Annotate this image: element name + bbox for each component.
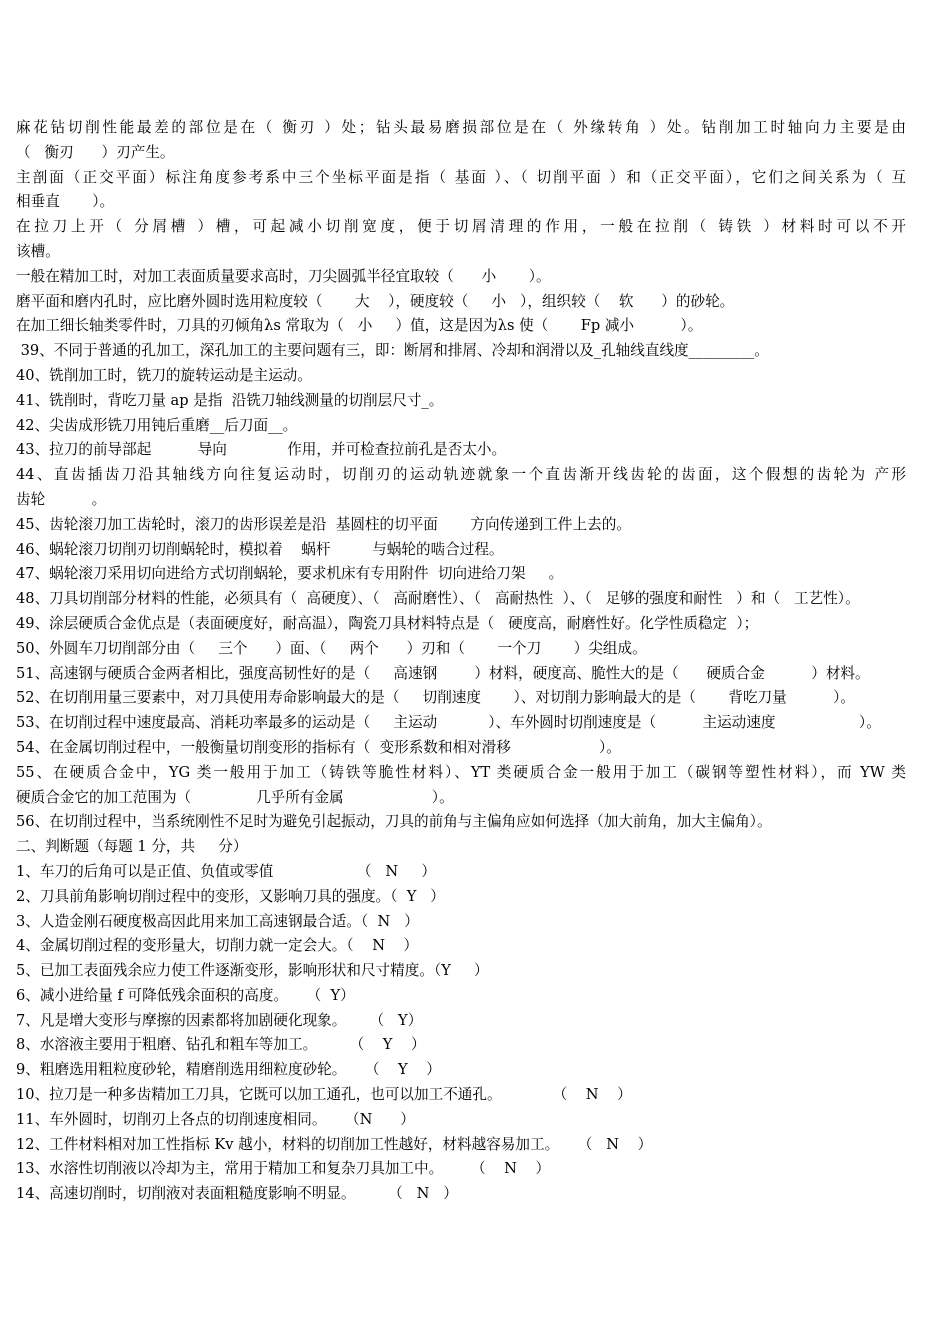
text-line: 13、水溶性切削液以冷却为主，常用于精加工和复杂刀具加工中。 （ N ） <box>16 1160 551 1178</box>
text-line: 47、蜗轮滚刀采用切向进给方式切削蜗轮，要求机床有专用附件 切向进给刀架 。 <box>16 565 564 583</box>
text-line: 46、蜗轮滚刀切削刃切削蜗轮时，模拟着 蜗杆 与蜗轮的啮合过程。 <box>16 540 504 558</box>
text-line: 52、在切削用量三要素中，对刀具使用寿命影响最大的是（ 切削速度 ）、对切削力影响最大的是（ 背吃刀量 ）。 <box>16 689 856 707</box>
text-line: 9、粗磨选用粗粒度砂轮，精磨削选用细粒度砂轮。 （ Y ） <box>16 1061 441 1079</box>
text-line: 54、在金属切削过程中，一般衡量切削变形的指标有（ 变形系数和相对滑移 ）。 <box>16 738 621 756</box>
text-line: 49、涂层硬质合金优点是（表面硬度好，耐高温），陶瓷刀具材料特点是（ 硬度高，耐磨性好。化学性质稳定 ）； <box>16 614 759 632</box>
text-line: 5、已加工表面残余应力使工件逐渐变形，影响形状和尺寸精度。（Y ） <box>16 962 489 980</box>
text-line: 一般在精加工时，对加工表面质量要求高时，刀尖圆弧半径宜取较（ 小 ）。 <box>16 267 551 285</box>
text-line: 6、减小进给量 f 可降低残余面积的高度。 （ Y） <box>16 986 355 1004</box>
text-line: 42、尖齿成形铣刀用钝后重磨__后刀面__。 <box>16 416 298 434</box>
text-line: 该槽。 <box>16 242 60 260</box>
text-line: 硬质合金它的加工范围为（ 几乎所有金属 ）。 <box>16 788 454 806</box>
text-line: 相垂直 ）。 <box>16 193 115 211</box>
text-line: 麻花钻切削性能最差的部位是在（ 衡刃 ）处；钻头最易磨损部位是在（ 外缘转角 ）处。钻削加工时轴向力主要是由 <box>16 119 906 136</box>
text-line: 8、水溶液主要用于粗磨、钻孔和粗车等加工。 （ Y ） <box>16 1036 426 1054</box>
text-line: 3、人造金刚石硬度极高因此用来加工高速钢最合适。（ N ） <box>16 912 419 930</box>
text-line: 53、在切削过程中速度最高、消耗功率最多的运动是（ 主运动 ）、车外圆时切削速度是（ 主运动速度 ）。 <box>16 714 881 732</box>
text-line: 齿轮 。 <box>16 490 107 508</box>
text-line: 1、车刀的后角可以是正值、负值或零值 （ N ） <box>16 862 436 880</box>
text-line: 12、工件材料相对加工性指标 Kv 越小，材料的切削加工性越好，材料越容易加工。 （ N ） <box>16 1135 653 1153</box>
text-line: （ 衡刃 ）刃产生。 <box>16 143 175 161</box>
text-line: 在拉刀上开（ 分屑槽 ）槽，可起减小切削宽度，便于切屑清理的作用，一般在拉削（ 铸铁 ）材料时可以不开 <box>16 218 906 236</box>
document-body <box>16 116 906 1207</box>
text-line: 2、刀具前角影响切削过程中的变形，又影响刀具的强度。（ Y ） <box>16 887 445 905</box>
text-line: 在加工细长轴类零件时，刀具的刃倾角λs 常取为（ 小 ）值，这是因为λs 使（ Fp 减小 ）。 <box>16 317 703 335</box>
text-line: 11、车外圆时，切削刃上各点的切削速度相同。 （N ） <box>16 1110 415 1128</box>
text-line: 43、拉刀的前导部起 导向 作用，并可检查拉前孔是否太小。 <box>16 441 507 459</box>
text-line: 48、刀具切削部分材料的性能，必须具有（ 高硬度）、（ 高耐磨性）、（ 高耐热性 ）、（ 足够的强度和耐性 ）和（ 工艺性）。 <box>16 590 860 608</box>
text-line: 39、不同于普通的孔加工，深孔加工的主要问题有三，即：断屑和排屑、冷却和润滑以及_孔轴线直线度_________。 <box>16 342 769 360</box>
text-line: 磨平面和磨内孔时，应比磨外圆时选用粒度较（ 大 ），硬度较（ 小 ），组织较（ 软 ）的砂轮。 <box>16 292 735 310</box>
text-line: 14、高速切削时，切削液对表面粗糙度影响不明显。 （ N ） <box>16 1185 458 1203</box>
text-line: 56、在切削过程中，当系统刚性不足时为避免引起振动，刀具的前角与主偏角应如何选择（加大前角，加大主偏角）。 <box>16 813 772 831</box>
text-line: 10、拉刀是一种多齿精加工刀具，它既可以加工通孔，也可以加工不通孔。 （ N ） <box>16 1086 632 1104</box>
text-line: 主剖面（正交平面）标注角度参考系中三个坐标平面是指（ 基面 ）、（ 切削平面 ）和（正交平面），它们之间关系为（ 互 <box>16 168 906 186</box>
text-line: 41、铣削时，背吃刀量 ap 是指 沿铣刀轴线测量的切削层尺寸_。 <box>16 391 444 409</box>
text-line: 44、直齿插齿刀沿其轴线方向往复运动时，切削刃的运动轨迹就象一个直齿渐开线齿轮的齿面，这个假想的齿轮为 产形 <box>16 466 906 484</box>
text-line: 55、在硬质合金中，YG 类一般用于加工（铸铁等脆性材料）、YT 类硬质合金一般用于加工（碳钢等塑性材料），而 YW 类 <box>16 763 906 781</box>
text-line: 7、凡是增大变形与摩擦的因素都将加剧硬化现象。 （ Y） <box>16 1011 423 1029</box>
text-line: 40、铣削加工时，铣刀的旋转运动是主运动。 <box>16 366 312 384</box>
text-line: 51、高速钢与硬质合金两者相比，强度高韧性好的是（ 高速钢 ）材料，硬度高、脆性大的是（ 硬质合金 ）材料。 <box>16 664 870 682</box>
text-line: 4、金属切削过程的变形量大，切削力就一定会大。（ N ） <box>16 937 419 955</box>
text-line: 45、齿轮滚刀加工齿轮时，滚刀的齿形误差是沿 基圆柱的切平面 方向传递到工件上去的。 <box>16 515 631 533</box>
text-line: 二、判断题（每题 1 分，共 分） <box>16 838 248 856</box>
text-line: 50、外圆车刀切削部分由（ 三个 ）面、（ 两个 ）刃和（ 一个刀 ）尖组成。 <box>16 639 647 657</box>
